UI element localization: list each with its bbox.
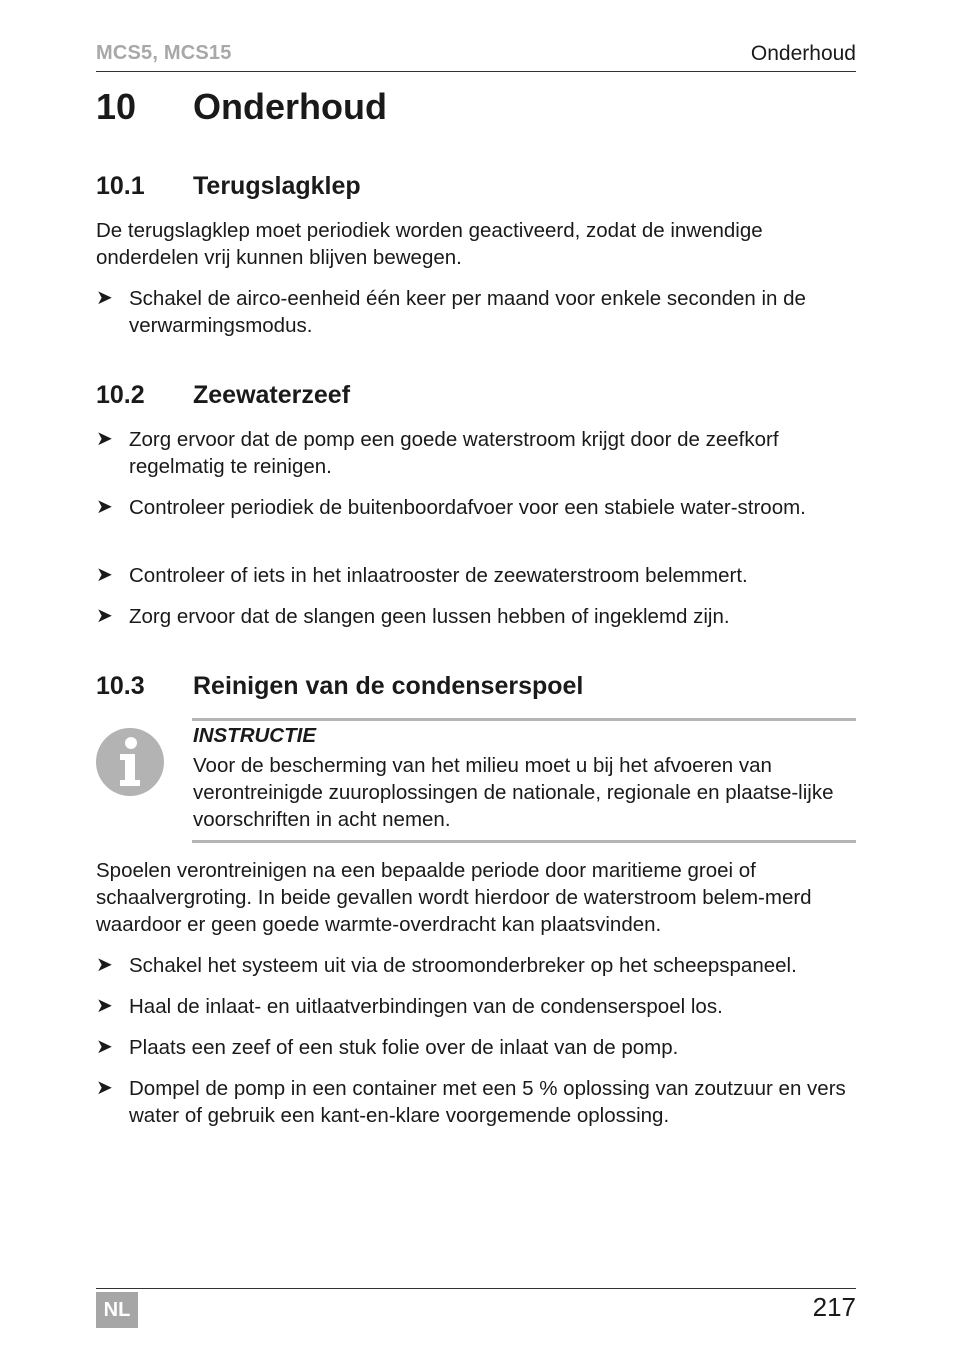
list-item-text: Zorg ervoor dat de slangen geen lussen hebben of ingeklemd zijn.	[129, 605, 730, 628]
list-item-text: Schakel het systeem uit via de stroomonderbreker op het scheepspaneel.	[129, 954, 797, 977]
note-text: Voor de bescherming van het milieu moet u bij het afvoeren van verontreinigde zuuroplossingen de nationale, regionale en plaatse-lijke voorschriften in acht nemen.	[193, 754, 834, 831]
bullet-arrow-icon: ➤	[96, 605, 113, 627]
list-item	[96, 1075, 858, 1129]
section-number: 10.1	[96, 172, 145, 200]
bullet-arrow-icon: ➤	[96, 564, 113, 586]
note-title: INSTRUCTIE	[193, 724, 316, 747]
section-intro-paragraph: Spoelen verontreinigen na een bepaalde periode door maritieme groei of schaalvergroting. In beide gevallen wordt hierdoor de waterstroom belem-merd waardoor er geen goede warmte-overdracht kan plaatsvinden.	[96, 859, 812, 936]
bullet-arrow-icon: ➤	[96, 1077, 113, 1099]
section-title: Zeewaterzeef	[193, 381, 351, 409]
note-bottom-rule	[192, 840, 856, 843]
list-item-text: Controleer of iets in het inlaatrooster de zeewaterstroom belemmert.	[129, 564, 748, 587]
list-item	[96, 494, 858, 521]
list-item-text: Plaats een zeef of een stuk folie over de inlaat van de pomp.	[129, 1036, 679, 1059]
list-item	[96, 603, 858, 630]
list-item-text: Haal de inlaat- en uitlaatverbindingen van de condenserspoel los.	[129, 995, 723, 1018]
chapter-title-text: Onderhoud	[193, 86, 387, 127]
info-icon	[96, 728, 164, 796]
section-heading-10-3	[96, 672, 583, 701]
list-item-text: Zorg ervoor dat de pomp een goede waterstroom krijgt door de zeefkorf regelmatig te reinigen.	[129, 428, 779, 478]
page-number: 217	[812, 1292, 856, 1322]
section-title: Terugslagklep	[193, 172, 361, 200]
bullet-arrow-icon: ➤	[96, 1036, 113, 1058]
bullet-arrow-icon: ➤	[96, 954, 113, 976]
bullet-arrow-icon: ➤	[96, 287, 113, 309]
bullet-arrow-icon: ➤	[96, 995, 113, 1017]
list-item	[96, 285, 858, 339]
language-badge: NL	[96, 1292, 138, 1328]
section-number: 10.2	[96, 381, 145, 409]
section-title: Reinigen van de condenserspoel	[193, 672, 584, 700]
list-item	[96, 1034, 858, 1061]
list-item-text: Dompel de pomp in een container met een 5 % oplossing van zoutzuur en vers water of gebruik een kant-en-klare voorgemende oplossing.	[129, 1077, 846, 1127]
header-divider	[96, 71, 856, 72]
list-item	[96, 562, 858, 589]
chapter-title	[96, 86, 387, 128]
list-item-text: Schakel de airco-eenheid één keer per maand voor enkele seconden in de verwarmingsmodus.	[129, 287, 806, 337]
list-item-text: Controleer periodiek de buitenboordafvoer voor een stabiele water-stroom.	[129, 496, 806, 519]
chapter-number: 10	[96, 86, 137, 127]
list-item	[96, 426, 858, 480]
section-number: 10.3	[96, 672, 145, 700]
list-item	[96, 993, 858, 1020]
section-intro-paragraph: De terugslagklep moet periodiek worden geactiveerd, zodat de inwendige onderdelen vrij kunnen blijven bewegen.	[96, 219, 763, 269]
note-top-rule	[192, 718, 856, 721]
header-section-name: Onderhoud	[750, 42, 856, 65]
bullet-arrow-icon: ➤	[96, 496, 113, 518]
bullet-arrow-icon: ➤	[96, 428, 113, 450]
list-item	[96, 952, 858, 979]
section-heading-10-1	[96, 172, 361, 201]
footer-divider	[96, 1288, 856, 1289]
section-heading-10-2	[96, 381, 350, 410]
header-product-name: MCS5, MCS15	[96, 42, 232, 64]
